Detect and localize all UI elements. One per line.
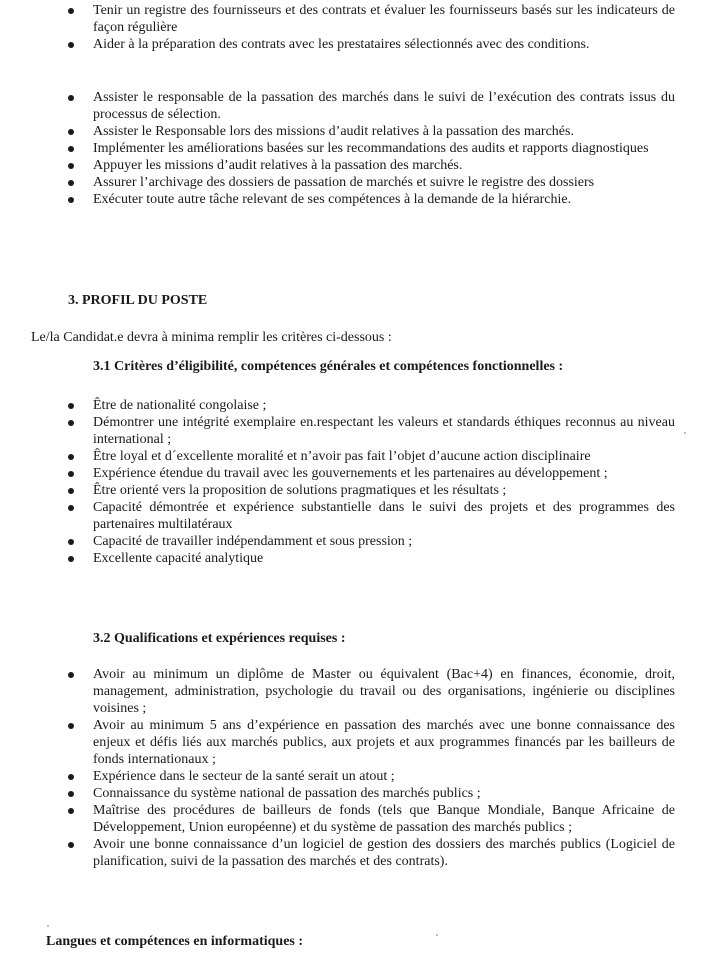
bullet-icon <box>68 539 74 545</box>
section-3-1-heading: 3.1 Critères d’éligibilité, compétences générales et compétences fonctionnelles : <box>93 359 564 374</box>
list-item: Exécuter toute autre tâche relevant de ses compétences à la demande de la hiérarchie. <box>0 191 711 208</box>
list-item: Être loyal et d´excellente moralité et n’avoir pas fait l’objet d’aucune action disciplinaire <box>0 448 711 465</box>
list-item: Expérience étendue du travail avec les gouvernements et les partenaires au développement ; <box>0 465 711 482</box>
list-item: Être de nationalité congolaise ; <box>0 397 711 414</box>
list-item: Implémenter les améliorations basées sur les recommandations des audits et rapports diagnostiques <box>0 140 711 157</box>
list-item: Aider à la préparation des contrats avec les prestataires sélectionnés avec des conditions. <box>0 36 711 53</box>
list-item: Être orienté vers la proposition de solutions pragmatiques et les résultats ; <box>0 482 711 499</box>
bullet-icon <box>68 556 74 562</box>
list-item: Maîtrise des procédures de bailleurs de fonds (tels que Banque Mondiale, Banque Africaine de Développement, Union européenne) et du système de passation des marchés publics ; <box>0 802 711 836</box>
list-item: Avoir au minimum 5 ans d’expérience en passation des marchés avec une bonne connaissance des enjeux et défis liés aux marchés publics, aux projets et aux programmes financés par les bailleurs de fonds internationaux ; <box>0 717 711 768</box>
list-item: Excellente capacité analytique <box>0 550 711 567</box>
list-item: Avoir au minimum un diplôme de Master ou équivalent (Bac+4) en finances, économie, droit, management, administration, psychologie du travail ou des organisations, ingénierie ou disciplines voisines ; <box>0 666 711 717</box>
list-item: Avoir une bonne connaissance d’un logiciel de gestion des dossiers des marchés publics (Logiciel de planification, suivi de la passation des marchés et des contrats). <box>0 836 711 870</box>
bullet-icon <box>68 95 74 101</box>
list-item: Assister le Responsable lors des missions d’audit relatives à la passation des marchés. <box>0 123 711 140</box>
list-item: Capacité de travailler indépendamment et sous pression ; <box>0 533 711 550</box>
bullet-icon <box>68 42 74 48</box>
languages-heading: Langues et compétences en informatiques : <box>46 934 304 949</box>
bullet-icon <box>68 403 74 409</box>
list-item: Assister le responsable de la passation des marchés dans le suivi de l’exécution des contrats issus du processus de sélection. <box>0 89 711 123</box>
section-3-heading: 3. PROFIL DU POSTE <box>68 293 208 308</box>
list-item: Capacité démontrée et expérience substantielle dans le suivi des projets et des programmes des partenaires multilatéraux <box>0 499 711 533</box>
duties-list-top <box>0 2 711 53</box>
bullet-icon <box>68 471 74 477</box>
scan-speck <box>47 925 49 927</box>
bullet-icon <box>68 8 74 14</box>
bullet-icon <box>68 454 74 460</box>
bullet-icon <box>68 505 74 511</box>
list-item: Démontrer une intégrité exemplaire en.respectant les valeurs et standards éthiques reconnus au niveau international ; <box>0 414 711 448</box>
bullet-icon <box>68 723 74 729</box>
bullet-icon <box>68 197 74 203</box>
bullet-icon <box>68 180 74 186</box>
section-3-2-heading: 3.2 Qualifications et expériences requises : <box>93 631 346 646</box>
bullet-icon <box>68 842 74 848</box>
bullet-icon <box>68 774 74 780</box>
list-item: Connaissance du système national de passation des marchés publics ; <box>0 785 711 802</box>
list-item: Assurer l’archivage des dossiers de passation de marchés et suivre le registre des dossiers <box>0 174 711 191</box>
scan-speck <box>436 934 438 936</box>
list-item: Expérience dans le secteur de la santé serait un atout ; <box>0 768 711 785</box>
qualifications-list <box>0 666 711 870</box>
bullet-icon <box>68 808 74 814</box>
list-item: Appuyer les missions d’audit relatives à la passation des marchés. <box>0 157 711 174</box>
bullet-icon <box>68 791 74 797</box>
bullet-icon <box>68 488 74 494</box>
section-3-intro: Le/la Candidat.e devra à minima remplir les critères ci-dessous : <box>31 330 392 345</box>
bullet-icon <box>68 672 74 678</box>
bullet-icon <box>68 163 74 169</box>
scan-speck <box>684 432 686 434</box>
bullet-icon <box>68 420 74 426</box>
duties-list-continued <box>0 89 711 208</box>
eligibility-criteria-list <box>0 397 711 567</box>
bullet-icon <box>68 129 74 135</box>
list-item: Tenir un registre des fournisseurs et des contrats et évaluer les fournisseurs basés sur les indicateurs de façon régulière <box>0 2 711 36</box>
bullet-icon <box>68 146 74 152</box>
